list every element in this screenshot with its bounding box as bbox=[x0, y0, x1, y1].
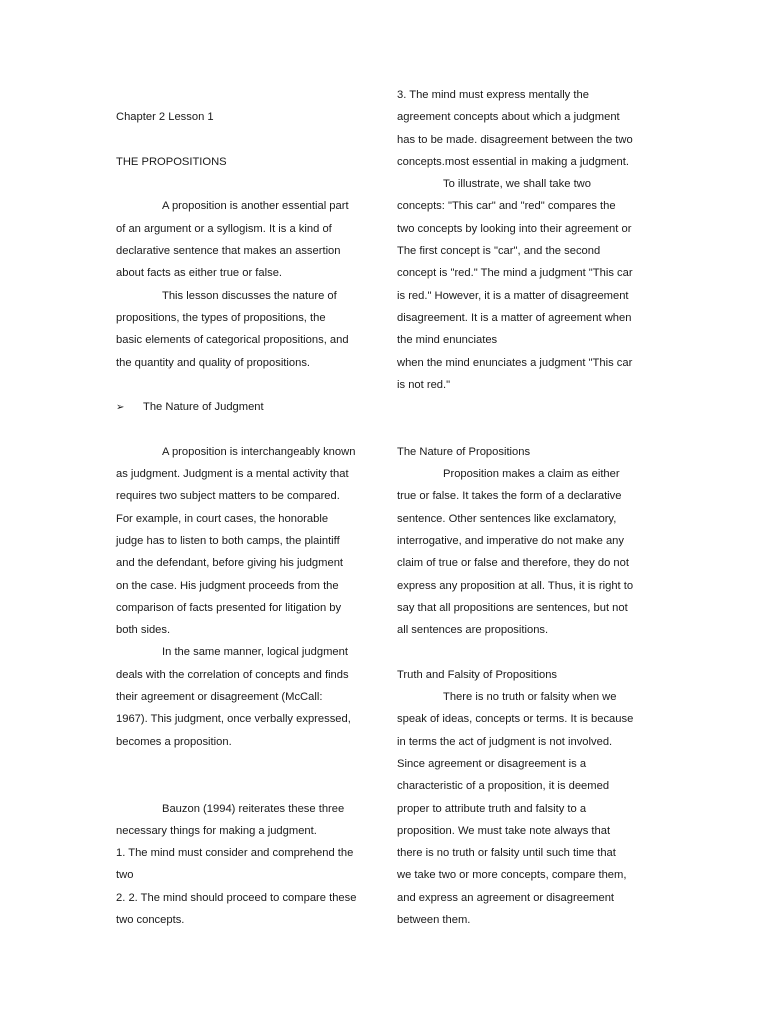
text-line: concept is "red." The mind a judgment "This car bbox=[397, 267, 633, 280]
text-line: the quantity and quality of propositions. bbox=[116, 356, 311, 369]
text-line: 2. 2. The mind should proceed to compare these bbox=[116, 891, 357, 904]
text-line: and the defendant, before giving his judgment bbox=[116, 557, 344, 570]
text-line: two bbox=[116, 869, 134, 882]
text-line: Bauzon (1994) reiterates these three bbox=[162, 802, 345, 815]
text-line: there is no truth or falsity until such time that bbox=[397, 847, 616, 860]
text-line: true or false. It takes the form of a declarative bbox=[397, 490, 622, 503]
text-line: A proposition is another essential part bbox=[162, 200, 349, 213]
arrow-bullet-icon: ➢ bbox=[116, 402, 125, 414]
text-line: 3. The mind must express mentally the bbox=[397, 89, 589, 101]
text-line: disagreement. It is a matter of agreement when bbox=[397, 311, 632, 324]
text-line: concepts.most essential in making a judgment. bbox=[397, 155, 629, 168]
text-line: propositions, the types of propositions, the bbox=[116, 311, 326, 324]
text-line: concepts: "This car" and "red" compares the bbox=[397, 200, 616, 213]
text-line: express any proposition at all. Thus, it is right to bbox=[397, 579, 634, 592]
text-line: To illustrate, we shall take two bbox=[443, 178, 591, 191]
text-line: has to be made. disagreement between the two bbox=[397, 133, 633, 146]
text-line: deals with the correlation of concepts and finds bbox=[116, 668, 349, 681]
text-line: on the case. His judgment proceeds from the bbox=[116, 579, 339, 592]
text-line: For example, in court cases, the honorable bbox=[116, 512, 329, 525]
text-line: characteristic of a proposition, it is deemed bbox=[397, 780, 610, 793]
bullet-heading bbox=[116, 396, 378, 418]
left-column bbox=[116, 84, 378, 931]
text-line: we take two or more concepts, compare them, bbox=[397, 869, 627, 882]
text-line: This lesson discusses the nature of bbox=[162, 289, 337, 302]
text-line: declarative sentence that makes an assertion bbox=[116, 245, 341, 258]
text-line: becomes a proposition. bbox=[116, 735, 232, 748]
text-line: and express an agreement or disagreement bbox=[397, 891, 615, 904]
section-heading: The Nature of Judgment bbox=[143, 401, 264, 414]
right-column bbox=[397, 84, 659, 931]
text-line: 1967). This judgment, once verbally expressed, bbox=[116, 713, 351, 726]
text-line: speak of ideas, concepts or terms. It is because bbox=[397, 713, 634, 726]
text-line: is red." However, it is a matter of disagreement bbox=[397, 289, 629, 302]
text-line: requires two subject matters to be compared. bbox=[116, 490, 340, 503]
text-line: judge has to listen to both camps, the plaintiff bbox=[116, 534, 340, 547]
text-line: In the same manner, logical judgment bbox=[162, 646, 348, 659]
text-line: A proposition is interchangeably known bbox=[162, 445, 356, 458]
page-title: THE PROPOSITIONS bbox=[116, 155, 227, 168]
text-line: proper to attribute truth and falsity to a bbox=[397, 802, 587, 815]
text-line: two concepts by looking into their agreement or bbox=[397, 222, 632, 235]
text-line: proposition. We must take note always that bbox=[397, 824, 611, 837]
text-line: Proposition makes a claim as either bbox=[443, 468, 620, 481]
text-line: between them. bbox=[397, 913, 471, 926]
text-line: their agreement or disagreement (McCall: bbox=[116, 691, 323, 704]
text-line: is not red." bbox=[397, 378, 451, 391]
text-line: sentence. Other sentences like exclamatory, bbox=[397, 512, 617, 525]
text-line: agreement concepts about which a judgment bbox=[397, 111, 620, 124]
text-line: all sentences are propositions. bbox=[397, 624, 549, 637]
text-line: basic elements of categorical propositions, and bbox=[116, 334, 349, 347]
text-line: two concepts. bbox=[116, 913, 185, 926]
text-line: necessary things for making a judgment. bbox=[116, 824, 317, 837]
text-line: about facts as either true or false. bbox=[116, 267, 283, 280]
text-line: There is no truth or falsity when we bbox=[443, 691, 617, 704]
text-line: say that all propositions are sentences, but not bbox=[397, 601, 628, 614]
text-line: Since agreement or disagreement is a bbox=[397, 757, 587, 770]
text-line: in terms the act of judgment is not involved. bbox=[397, 735, 613, 748]
text-line: the mind enunciates bbox=[397, 334, 498, 347]
text-line: both sides. bbox=[116, 624, 171, 637]
text-line: claim of true or false and therefore, they do not bbox=[397, 557, 629, 570]
text-line: as judgment. Judgment is a mental activity that bbox=[116, 468, 349, 481]
text-line: of an argument or a syllogism. It is a kind of bbox=[116, 222, 332, 235]
section-heading: Truth and Falsity of Propositions bbox=[397, 668, 558, 681]
text-line: interrogative, and imperative do not make any bbox=[397, 534, 624, 547]
text-line: The first concept is "car", and the second bbox=[397, 245, 601, 258]
text-line: comparison of facts presented for litigation by bbox=[116, 601, 342, 614]
section-heading: The Nature of Propositions bbox=[397, 445, 531, 458]
chapter-label: Chapter 2 Lesson 1 bbox=[116, 111, 214, 124]
text-line: 1. The mind must consider and comprehend the bbox=[116, 847, 354, 860]
text-line: when the mind enunciates a judgment "This car bbox=[397, 356, 633, 369]
